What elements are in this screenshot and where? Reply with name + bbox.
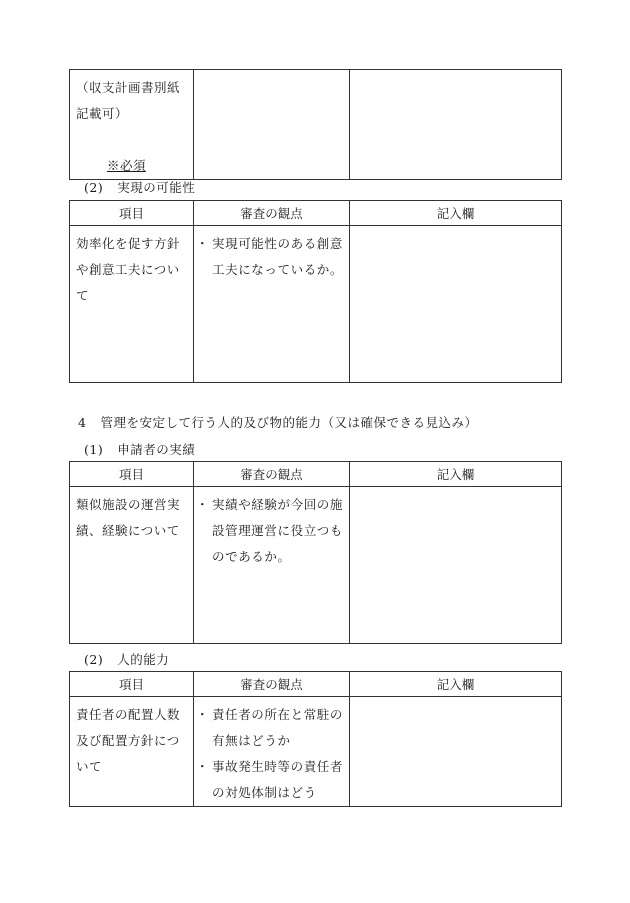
viewpoint-bullet: ・ 責任者の所在と常駐の有無はどうか	[200, 702, 345, 754]
top-table	[69, 69, 562, 180]
viewpoint-cell	[194, 226, 350, 383]
viewpoint-cell	[194, 487, 350, 644]
section-number: (1)	[84, 442, 104, 457]
item-line: 類似施設の運営実	[76, 497, 181, 512]
header-item: 項目	[70, 672, 194, 697]
header-viewpoint: 審査の観点	[194, 201, 350, 226]
entry-cell[interactable]	[350, 226, 562, 383]
item-line: 及び配置方針につ	[76, 733, 180, 748]
entry-cell[interactable]	[350, 697, 562, 807]
item-line: 責任者の配置人数	[76, 707, 181, 722]
section-3-2-heading	[84, 178, 195, 196]
item-line: いて	[76, 759, 103, 774]
top-item-line: 記載可）	[76, 106, 129, 121]
track-record-table	[69, 461, 562, 644]
entry-cell[interactable]	[350, 487, 562, 644]
top-item-line: （収支計画書別紙	[76, 80, 181, 95]
header-viewpoint: 審査の観点	[194, 462, 350, 487]
item-line: 効率化を促す方針	[76, 236, 181, 251]
section-number: 4	[78, 415, 87, 430]
top-viewpoint-cell	[194, 70, 350, 180]
section-4-2-heading	[84, 650, 169, 668]
item-cell	[70, 226, 194, 383]
item-cell	[70, 487, 194, 644]
section-number: (2)	[84, 652, 104, 667]
item-line: 績、経験について	[76, 523, 180, 538]
top-entry-cell[interactable]	[350, 70, 562, 180]
section-title: 実現の可能性	[117, 180, 196, 195]
item-line: て	[76, 288, 90, 303]
header-viewpoint: 審査の観点	[194, 672, 350, 697]
human-capacity-table	[69, 671, 562, 807]
section-4-1-heading	[84, 440, 195, 458]
top-item-cell	[70, 70, 194, 180]
header-entry: 記入欄	[350, 672, 562, 697]
viewpoint-bullet: ・ 事故発生時等の責任者の対処体制はどう	[200, 754, 345, 806]
header-entry: 記入欄	[350, 462, 562, 487]
feasibility-table	[69, 200, 562, 383]
viewpoint-cell	[194, 697, 350, 807]
header-item: 項目	[70, 462, 194, 487]
item-line: や創意工夫につい	[76, 262, 180, 277]
required-note: ※必須	[106, 158, 146, 173]
viewpoint-bullet: ・ 実現可能性のある創意工夫になっているか。	[200, 231, 345, 283]
item-cell	[70, 697, 194, 807]
section-title: 申請者の実績	[117, 442, 196, 457]
section-number: (2)	[84, 180, 104, 195]
header-entry: 記入欄	[350, 201, 562, 226]
header-item: 項目	[70, 201, 194, 226]
viewpoint-bullet: ・ 実績や経験が今回の施設管理運営に役立つものであるか。	[200, 492, 345, 570]
section-title: 管理を安定して行う人的及び物的能力（又は確保できる見込み）	[100, 415, 478, 430]
section-title: 人的能力	[117, 652, 170, 667]
section-4-heading	[78, 413, 477, 431]
